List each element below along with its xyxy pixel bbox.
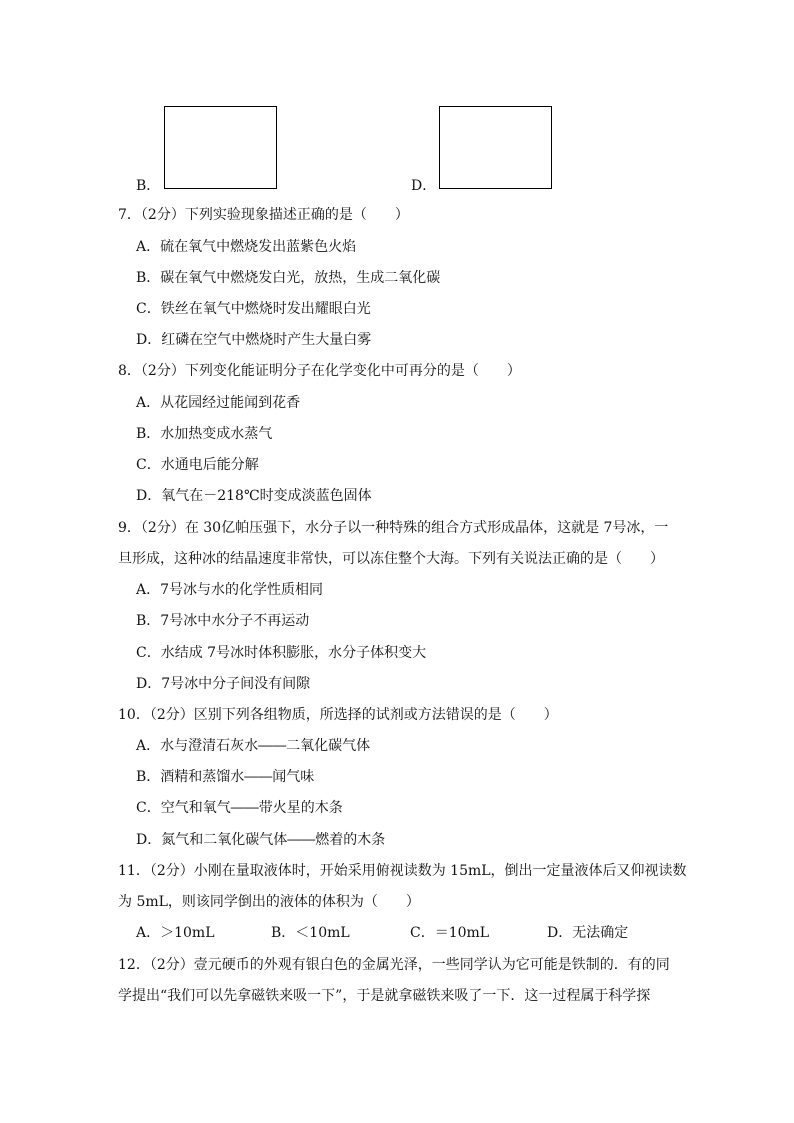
question-7-option-b: B．碳在氧气中燃烧发白光，放热，生成二氧化碳 [136, 270, 441, 286]
question-9-option-c: C．水结成 7号冰时体积膨胀，水分子体积变大 [136, 645, 427, 661]
question-8-option-c: C．水通电后能分解 [136, 457, 259, 473]
question-10-option-a: A．水与澄清石灰水――二氧化碳气体 [136, 738, 371, 754]
question-10-option-d: D．氮气和二氧化碳气体――燃着的木条 [136, 832, 386, 848]
question-9-stem-line1: 9．（2分）在 30亿帕压强下，水分子以一种特殊的组合方式形成晶体，这就是 7号冰，一 [118, 520, 669, 536]
white-atom [501, 119, 516, 134]
question-7-option-a: A．硫在氧气中燃烧发出蓝紫色火焰 [136, 239, 357, 255]
question-11-stem-line1: 11．（2分）小刚在量取液体时，开始采用俯视读数为 15mL，倒出一定量液体后又仰视读数 [118, 863, 687, 879]
white-atom [207, 133, 222, 148]
white-atom [469, 143, 484, 158]
question-9-option-a: A．7号冰与水的化学性质相同 [136, 582, 324, 598]
question-12-stem-line1: 12．（2分）壹元硬币的外观有银白色的金属光泽，一些同学认为它可能是铁制的．有的同 [118, 957, 670, 973]
question-10-option-b: B．酒精和蒸馏水――闻气味 [136, 769, 315, 785]
question-8-option-b: B．水加热变成水蒸气 [136, 426, 273, 442]
question-11-stem-line2: 为 5mL，则该同学倒出的液体的体积为（ ） [118, 894, 420, 910]
white-atom [446, 120, 461, 135]
question-9-stem-line2: 旦形成，这种冰的结晶速度非常快，可以冻住整个大海。下列有关说法正确的是（ ） [118, 551, 664, 567]
black-atom [256, 164, 268, 176]
white-atom [485, 119, 500, 134]
question-8-option-a: A．从花园经过能闻到花香 [136, 395, 301, 411]
question-12-stem-line2: 学提出“我们可以先拿磁铁来吸一下”，于是就拿磁铁来吸了一下．这一过程属于科学探 [118, 988, 651, 1004]
white-atom [454, 156, 469, 171]
option-d-label: D． [411, 178, 437, 194]
white-atom [516, 165, 531, 180]
question-10-option-c: C．空气和氧气――带火星的木条 [136, 800, 343, 816]
question-7-option-c: C．铁丝在氧气中燃烧时发出耀眼白光 [136, 301, 371, 317]
white-atom [483, 143, 498, 158]
black-atom [211, 166, 223, 178]
question-9-option-d: D．7号冰中分子间没有间隙 [136, 676, 311, 692]
black-atom [248, 122, 260, 134]
white-atom [183, 130, 198, 145]
question-7-stem: 7．（2分）下列实验现象描述正确的是（ ） [118, 207, 409, 223]
white-atom [493, 156, 508, 171]
question-11-option-b: B．＜10mL [271, 925, 350, 941]
question-7-option-d: D．红磷在空气中燃烧时产生大量白雾 [136, 332, 372, 348]
white-atom [241, 157, 256, 172]
question-11-option-c: C．＝10mL [410, 925, 490, 941]
white-atom [533, 113, 548, 128]
white-atom [172, 119, 187, 134]
question-8-stem: 8．（2分）下列变化能证明分子在化学变化中可再分的是（ ） [118, 363, 521, 379]
white-atom [220, 121, 235, 136]
question-11-option-d: D．无法确定 [547, 925, 629, 941]
black-atom [175, 167, 187, 179]
white-atom [461, 120, 476, 135]
black-atom [242, 133, 254, 145]
option-b-label: B． [136, 178, 161, 194]
question-10-stem: 10．（2分）区别下列各组物质，所选择的试剂或方法错误的是（ ） [118, 707, 558, 723]
question-11-option-a: A．＞10mL [136, 925, 215, 941]
question-8-option-d: D．氧气在－218℃时变成淡蓝色固体 [136, 488, 372, 504]
white-atom [529, 152, 544, 167]
question-9-option-b: B．7号冰中水分子不再运动 [136, 613, 310, 629]
